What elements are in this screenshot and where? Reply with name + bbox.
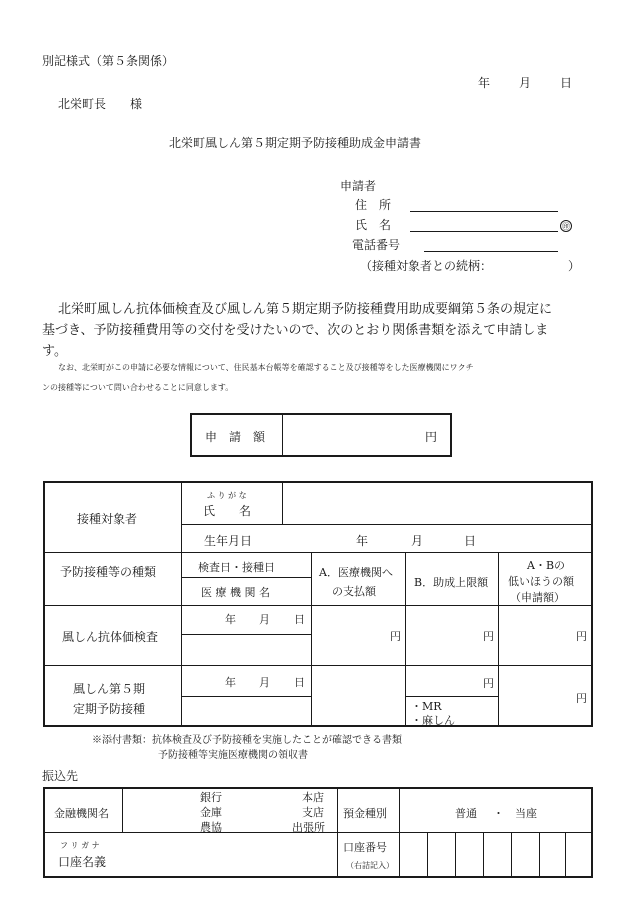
table-vline — [498, 552, 499, 725]
row1-b-yen: 円 — [483, 630, 494, 643]
seal-mark: ㊞ — [562, 222, 570, 231]
amount-label: 申 請 額 — [205, 430, 266, 444]
table-hline — [405, 696, 498, 697]
phone-field[interactable] — [424, 251, 558, 252]
subject-name-label: 氏 名 — [203, 504, 252, 518]
attachments-line-2: 予防接種等実施医療機関の領収書 — [158, 750, 308, 761]
furigana-label: ふ り が な — [207, 491, 247, 500]
col-c-line2: 低いほうの額 — [508, 575, 574, 588]
amount-divider — [282, 415, 283, 455]
row1-c-yen: 円 — [576, 630, 587, 643]
row1-a-yen: 円 — [390, 630, 401, 643]
amount-unit: 円 — [425, 430, 438, 444]
body-line-2: 基づき、予防接種費用等の交付を受けたいので、次のとおり関係書類を添えて申請しま — [42, 323, 549, 338]
col-a-line2: の支払額 — [332, 585, 376, 598]
attachments-line-1: ※添付書類：抗体検査及び予防接種を実施したことが確認できる書類 — [92, 735, 402, 746]
table-vline — [181, 483, 182, 725]
type-label: 予防接種等の種類 — [60, 565, 157, 579]
institution-name-label: 金融機関名 — [54, 807, 109, 820]
table-hline — [181, 524, 591, 525]
row1-institution-field[interactable] — [182, 635, 311, 665]
col-a-line1: A．医療機関へ — [319, 566, 393, 579]
subject-label: 接種対象者 — [77, 512, 138, 526]
current-option[interactable]: 当座 — [515, 807, 537, 820]
col-b-label: B．助成上限額 — [414, 576, 489, 589]
row1-year: 年 — [225, 613, 236, 626]
col-c-line3: （申請額） — [510, 591, 565, 604]
account-name-field[interactable] — [123, 834, 336, 876]
bank-vline — [122, 789, 123, 832]
phone-label: 電話番号 — [352, 238, 401, 252]
account-name-label: 口座名義 — [58, 855, 107, 869]
table-vline — [311, 552, 312, 725]
row2-label-line2: 定期予防接種 — [73, 702, 146, 716]
consent-line-2: ンの接種等について問い合わせることに同意します。 — [42, 383, 234, 392]
page-title: 北栄町風しん第５期定期予防接種助成金申請書 — [169, 136, 422, 150]
name-field[interactable] — [410, 231, 558, 232]
account-kana-label: フ リ ガ ナ — [60, 841, 100, 850]
date-day-label: 日 — [560, 76, 573, 90]
relation-label: （接種対象者との続柄： — [360, 259, 493, 273]
consent-line-1: なお、北栄町がこの申請に必要な情報について、住民基本台帳等を確認すること及び接種等をした医療機関にワクチ — [58, 363, 474, 372]
row2-c-yen: 円 — [576, 692, 587, 705]
row1-label: 風しん抗体価検査 — [62, 630, 159, 644]
row2-day: 日 — [294, 676, 305, 689]
bank-option: 銀行 — [200, 791, 222, 804]
date-year-label: 年 — [478, 76, 491, 90]
bank-vline — [337, 789, 338, 876]
birthdate-label: 生年月日 — [204, 534, 253, 548]
address-label: 住 所 — [355, 198, 392, 212]
exam-date-label: 検査日・接種日 — [198, 561, 275, 574]
body-line-3: す。 — [42, 344, 67, 359]
relation-close: ） — [568, 259, 581, 273]
table-hline — [45, 605, 591, 606]
row2-b-yen: 円 — [483, 677, 494, 690]
account-number-field[interactable] — [400, 834, 591, 876]
table-hline — [45, 552, 591, 553]
vault-option: 金庫 — [200, 806, 222, 819]
account-number-label: 口座番号 — [343, 841, 387, 854]
address-field[interactable] — [410, 211, 558, 212]
row1-month: 月 — [259, 613, 270, 626]
birth-month: 月 — [411, 534, 424, 548]
row2-institution-field[interactable] — [182, 697, 311, 725]
row2-year: 年 — [225, 676, 236, 689]
applicant-heading: 申請者 — [340, 179, 377, 193]
branch-option: 支店 — [302, 806, 324, 819]
right-align-note: （右詰記入） — [346, 861, 394, 870]
bank-heading: 振込先 — [42, 769, 79, 783]
option-separator: ・ — [493, 807, 504, 820]
body-line-1: 北栄町風しん抗体価検査及び風しん第５期定期予防接種費用助成要綱第５条の規定に — [58, 302, 553, 317]
row2-month: 月 — [259, 676, 270, 689]
institution-label: 医 療 機 関 名 — [201, 586, 270, 599]
mr-option: ・MR — [411, 700, 442, 713]
subject-name-field[interactable] — [283, 484, 591, 524]
row2-label-line1: 風しん第５期 — [73, 682, 146, 696]
ordinary-option[interactable]: 普通 — [455, 807, 477, 820]
measles-option: ・麻しん — [411, 714, 455, 727]
table-vline — [405, 552, 406, 725]
name-label: 氏 名 — [355, 218, 392, 232]
deposit-type-label: 預金種別 — [343, 807, 387, 820]
date-month-label: 月 — [519, 76, 532, 90]
form-reference: 別記様式（第５条関係） — [42, 54, 175, 68]
head-office-option: 本店 — [302, 791, 324, 804]
birth-day: 日 — [464, 534, 477, 548]
sub-office-option: 出張所 — [292, 821, 325, 834]
col-c-line1: A・Bの — [527, 559, 566, 572]
birth-year: 年 — [356, 534, 369, 548]
coop-option: 農協 — [200, 821, 222, 834]
addressee: 北栄町長 様 — [58, 97, 143, 111]
table-hline — [45, 665, 591, 666]
row1-day: 日 — [294, 613, 305, 626]
table-hline — [181, 577, 311, 578]
